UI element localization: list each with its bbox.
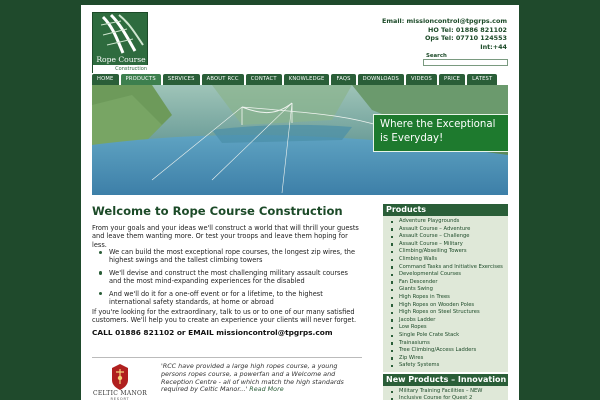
nav-faqs[interactable]: FAQS bbox=[331, 74, 355, 85]
product-link[interactable]: Giants Swing bbox=[383, 286, 508, 294]
feature-item: And we'll do it for a one-off event or for a lifetime, to the highest international safety standards, at home or abroad bbox=[96, 290, 360, 307]
rope-logo-icon bbox=[93, 13, 149, 57]
nav-services[interactable]: SERVICES bbox=[163, 74, 200, 85]
product-link[interactable]: Climbing/Abseiling Towers bbox=[383, 248, 508, 256]
product-link[interactable]: Low Ropes bbox=[383, 324, 508, 332]
search-input[interactable] bbox=[423, 59, 508, 66]
sidebar bbox=[383, 204, 508, 400]
contact-email[interactable]: Email: missioncontrol@tpgrps.com bbox=[382, 17, 507, 25]
hero-banner bbox=[92, 85, 508, 195]
product-link[interactable]: Trainasiums bbox=[383, 340, 508, 348]
nav-price[interactable]: PRICE bbox=[439, 74, 465, 85]
new-product-link[interactable]: Military Training Facilities – NEW bbox=[383, 388, 508, 396]
celtic-manor-logo[interactable] bbox=[92, 362, 148, 400]
product-link[interactable]: Zip Wires bbox=[383, 355, 508, 363]
page-title: Welcome to Rope Course Construction bbox=[92, 204, 343, 218]
read-more-link[interactable]: Read More bbox=[249, 385, 284, 394]
product-link[interactable]: Developmental Courses bbox=[383, 271, 508, 279]
nav-videos[interactable]: VIDEOS bbox=[406, 74, 437, 85]
contact-ops-tel: Ops Tel: 07710 124553 bbox=[425, 34, 507, 43]
search-label: Search bbox=[426, 53, 447, 59]
product-link[interactable]: Single Pole Crate Stack bbox=[383, 332, 508, 340]
new-products-list bbox=[383, 386, 508, 400]
hero-caption: Where the Exceptional is Everyday! bbox=[373, 114, 508, 152]
new-products-heading: New Products – Innovation bbox=[383, 374, 508, 386]
product-link[interactable]: Command Tasks and Initiative Exercises bbox=[383, 264, 508, 272]
nav-home[interactable]: HOME bbox=[92, 74, 119, 85]
product-link[interactable]: Safety Systems bbox=[383, 362, 508, 370]
product-link[interactable]: Assault Course – Military bbox=[383, 241, 508, 249]
intro-paragraph: From your goals and your ideas we'll construct a world that will thrill your guests and leave them wanting more. Or test your troops and leave them hoping for less. bbox=[92, 224, 359, 249]
products-list bbox=[383, 216, 508, 372]
client-name: CELTIC MANOR bbox=[92, 390, 148, 397]
contact-intl: Int:+44 bbox=[480, 43, 507, 52]
testimonial-quote: 'RCC have provided a large high ropes course, a young persons ropes course, a powerfan and a Welcome and Reception Centre - all of which match the high standards required by Celtic Manor...' bbox=[161, 362, 344, 394]
outro-paragraph: If you're looking for the extraordinary, talk to us or to one of our many satisfied customers. We'll help you to create an experience your clients will never forget. bbox=[92, 308, 357, 325]
product-link[interactable]: Assault Course – Adventure bbox=[383, 226, 508, 234]
product-link[interactable]: Adventure Playgrounds bbox=[383, 218, 508, 226]
product-link[interactable]: High Ropes on Wooden Poles bbox=[383, 302, 508, 310]
nav-products[interactable]: PRODUCTS bbox=[121, 74, 161, 85]
feature-item: We'll devise and construct the most challenging military assault courses and the most mind-expanding experiences for the disabled bbox=[96, 269, 360, 286]
product-link[interactable]: Assault Course – Challenge bbox=[383, 233, 508, 241]
nav-contact[interactable]: CONTACT bbox=[246, 74, 282, 85]
main-nav bbox=[92, 74, 497, 85]
section-divider bbox=[92, 357, 362, 358]
nav-latest[interactable]: LATEST bbox=[467, 74, 497, 85]
products-heading: Products bbox=[383, 204, 508, 216]
nav-knowledge[interactable]: KNOWLEDGE bbox=[284, 74, 330, 85]
contact-callout[interactable]: CALL 01886 821102 or EMAIL missioncontrol@tpgrps.com bbox=[92, 328, 333, 337]
client-sub: RESORT bbox=[110, 397, 130, 400]
testimonial bbox=[161, 363, 363, 394]
nav-about[interactable]: ABOUT RCC bbox=[202, 74, 244, 85]
site-logo[interactable] bbox=[92, 12, 148, 73]
logo-title: Rope Course bbox=[96, 55, 146, 64]
new-product-link[interactable]: Inclusive Course for Quest 2 bbox=[383, 395, 508, 400]
product-link[interactable]: Climbing Walls bbox=[383, 256, 508, 264]
product-link[interactable]: High Ropes in Trees bbox=[383, 294, 508, 302]
page bbox=[81, 5, 519, 400]
contact-block bbox=[382, 17, 507, 52]
product-link[interactable]: High Ropes on Steel Structures bbox=[383, 309, 508, 317]
feature-list bbox=[96, 248, 360, 310]
product-link[interactable]: Tree Climbing/Access Ladders bbox=[383, 347, 508, 355]
nav-downloads[interactable]: DOWNLOADS bbox=[358, 74, 404, 85]
contact-ho-tel: HO Tel: 01886 821102 bbox=[428, 25, 507, 34]
product-link[interactable]: Fan Descender bbox=[383, 279, 508, 287]
product-link[interactable]: Jacobs Ladder bbox=[383, 317, 508, 325]
feature-item: We can build the most exceptional rope courses, the longest zip wires, the highest swings and the tallest climbing towers bbox=[96, 248, 360, 265]
logo-subtitle: Construction bbox=[93, 65, 149, 73]
